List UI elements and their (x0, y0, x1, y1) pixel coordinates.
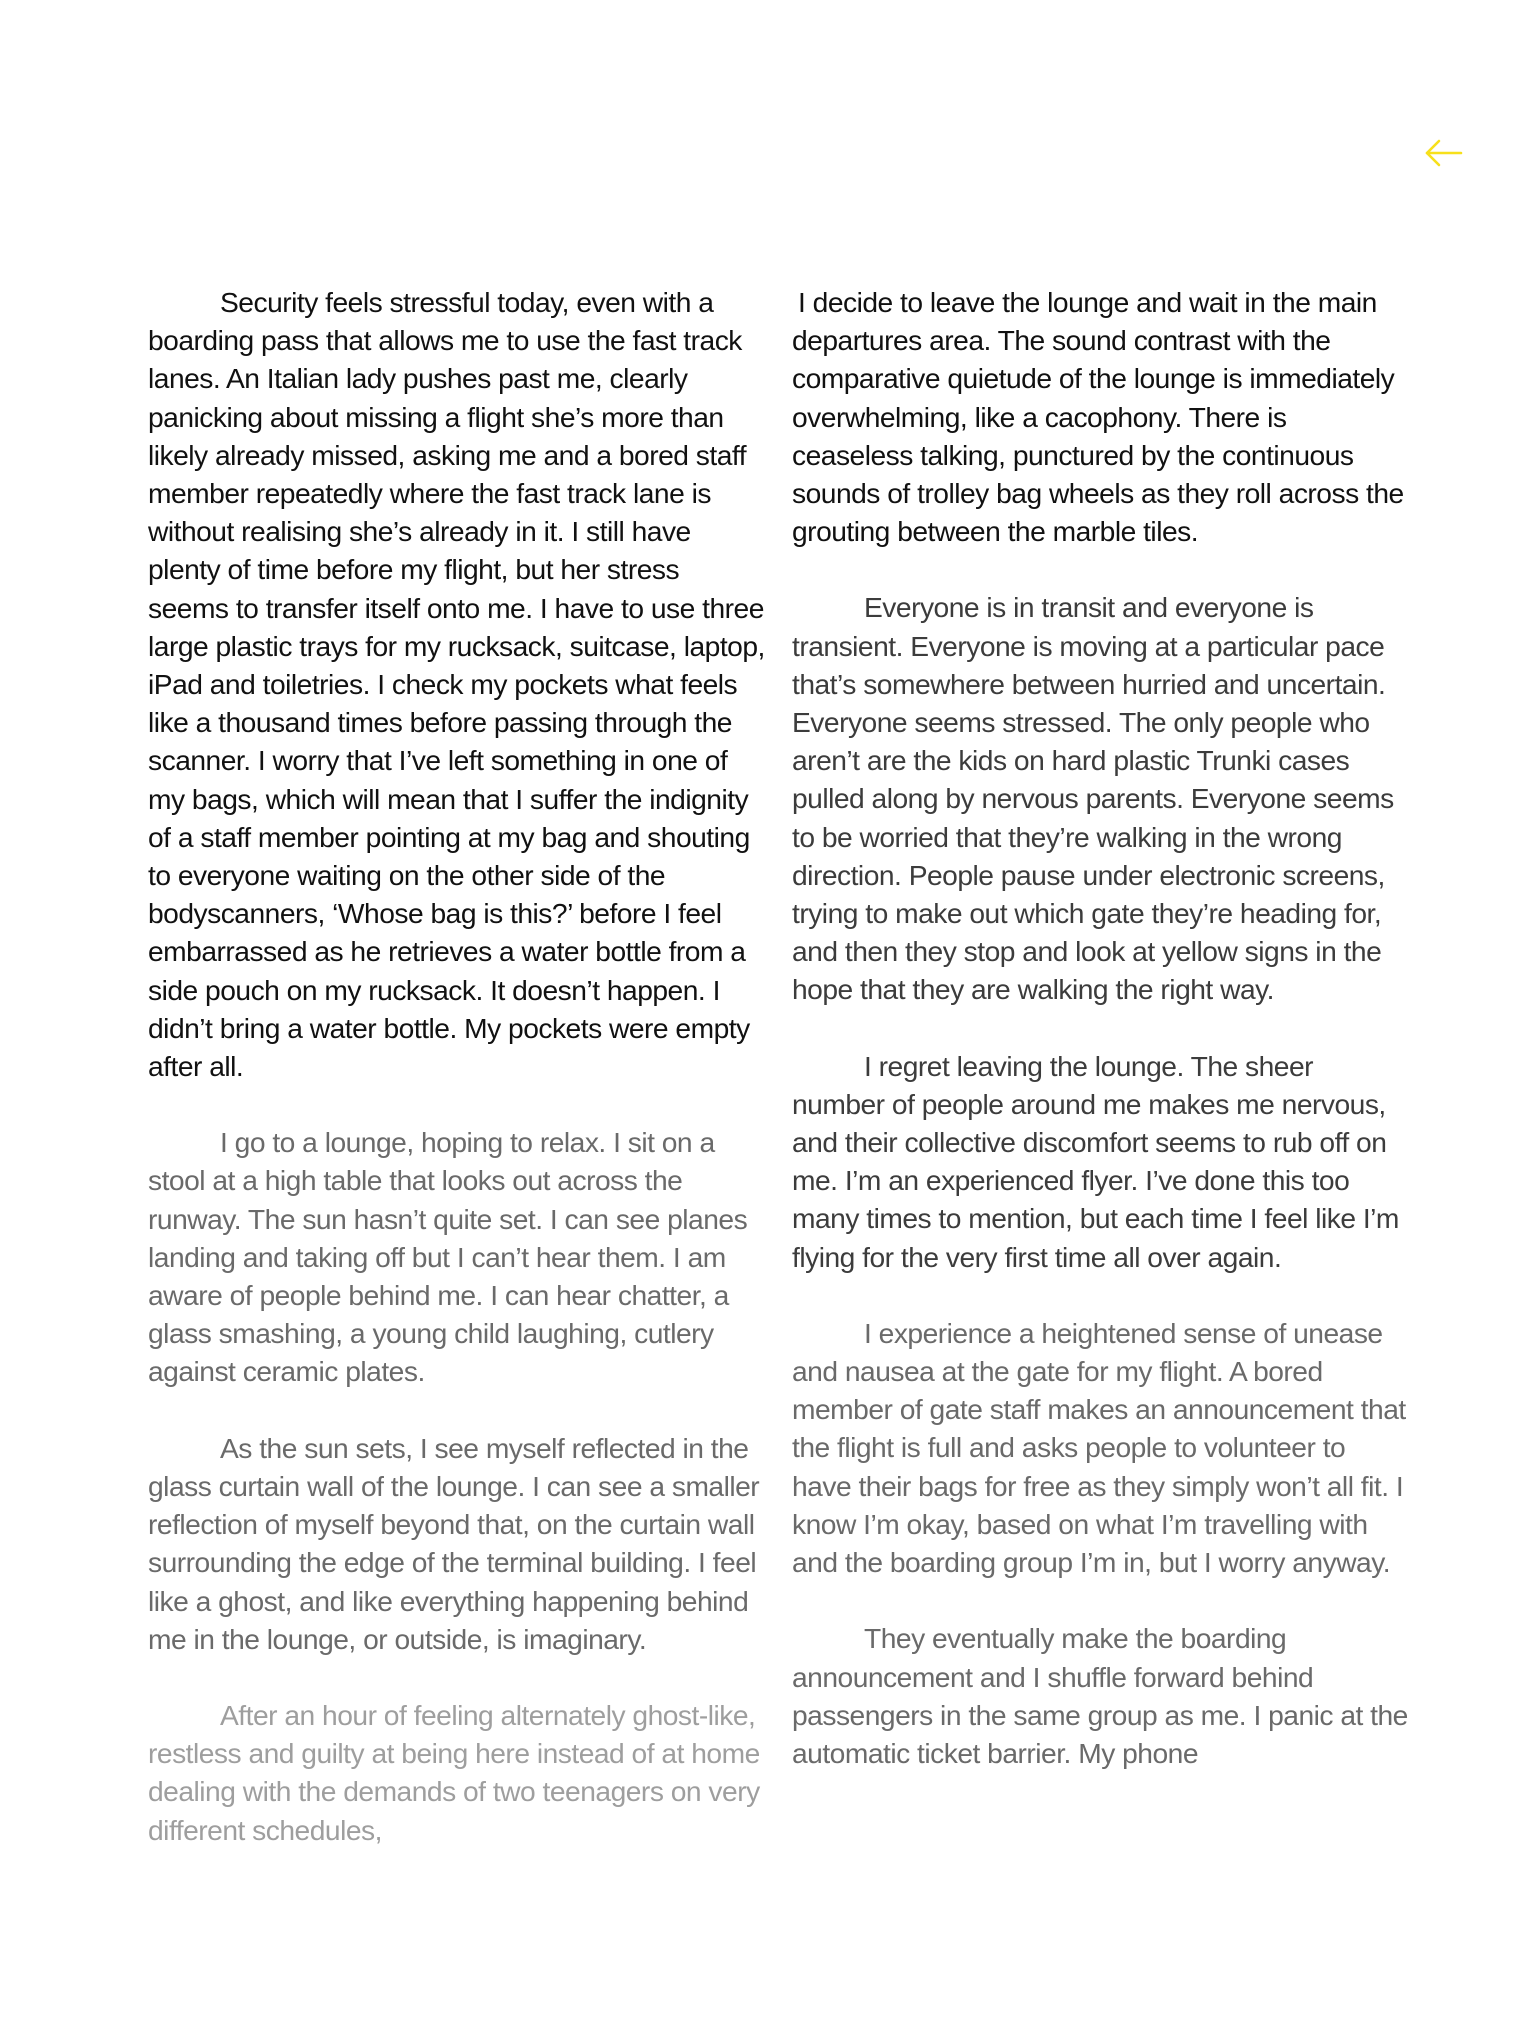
article-column-right (792, 283, 1410, 1810)
paragraph-reflection: As the sun sets, I see myself reflected in the glass curtain wall of the lounge. I can see a smaller reflection of myself beyond that, on the curtain wall surrounding the edge of the terminal building. I feel like a ghost, and like everything happening behind me in the lounge, or outside, is imaginary. (148, 1431, 760, 1655)
article-column-left (148, 283, 766, 1887)
paragraph-departures: I decide to leave the lounge and wait in the main departures area. The sound contrast with the comparative quietude of the lounge is immediately overwhelming, like a cacophony. There is ceaseless talking, punctured by the continuous sounds of trolley bag wheels as they roll across the grouting between the marble tiles. (792, 286, 1404, 548)
paragraph-transit: Everyone is in transit and everyone is transient. Everyone is moving at a particular pace that’s somewhere between hurried and uncertain. Everyone seems stressed. The only people who aren’t are the kids on hard plastic Trunki cases pulled along by nervous parents. Everyone seems to be worried that they’re walking in the wrong direction. People pause under electronic screens, trying to make out which gate they’re heading for, and then they stop and look at yellow signs in the hope that they are walking the right way. (792, 591, 1394, 1006)
paragraph-security: Security feels stressful today, even with a boarding pass that allows me to use the fast track lanes. An Italian lady pushes past me, clearly panicking about missing a flight she’s more than likely already missed, asking me and a bored staff member repeatedly where the fast track lane is without realising she’s already in it. I still have plenty of time before my flight, but her stress seems to transfer itself onto me. I have to use three large plastic trays for my rucksack, suitcase, laptop, iPad and toiletries. I check my pockets what feels like a thousand times before passing through the scanner. I worry that I’ve left something in one of my bags, which will mean that I suffer the indignity of a staff member pointing at my bag and shouting to everyone waiting on the other side of the bodyscanners, ‘Whose bag is this?’ before I feel embarrassed as he retrieves a water bottle from a side pouch on my rucksack. It doesn’t happen. I didn’t bring a water bottle. My pockets were empty after all. (148, 286, 765, 1083)
paragraph-gate: I experience a heightened sense of unease and nausea at the gate for my flight. A bored member of gate staff makes an announcement that the flight is full and asks people to volunteer to have their bags for free as they simply won’t all fit. I know I’m okay, based on what I’m travelling with and the boarding group I’m in, but I worry anyway. (792, 1316, 1406, 1579)
paragraph-ghost-like: After an hour of feeling alternately ghost-like, restless and guilty at being here instead of at home dealing with the demands of two teenagers on very different schedules, (148, 1698, 760, 1846)
paragraph-lounge: I go to a lounge, hoping to relax. I sit on a stool at a high table that looks out across the runway. The sun hasn’t quite set. I can see planes landing and taking off but I can’t hear them. I am aware of people behind me. I can hear chatter, a glass smashing, a young child laughing, cutlery against ceramic plates. (148, 1126, 748, 1388)
arrow-left-icon (1424, 137, 1464, 169)
paragraph-regret: I regret leaving the lounge. The sheer number of people around me makes me nervous, and their collective discomfort seems to rub off on me. I’m an experienced flyer. I’ve done this too many times to mention, but each time I feel like I’m flying for the very first time all over again. (792, 1049, 1399, 1273)
paragraph-boarding: They eventually make the boarding announcement and I shuffle forward behind passengers in the same group as me. I panic at the automatic ticket barrier. My phone (792, 1622, 1408, 1769)
back-button[interactable] (1424, 137, 1464, 169)
